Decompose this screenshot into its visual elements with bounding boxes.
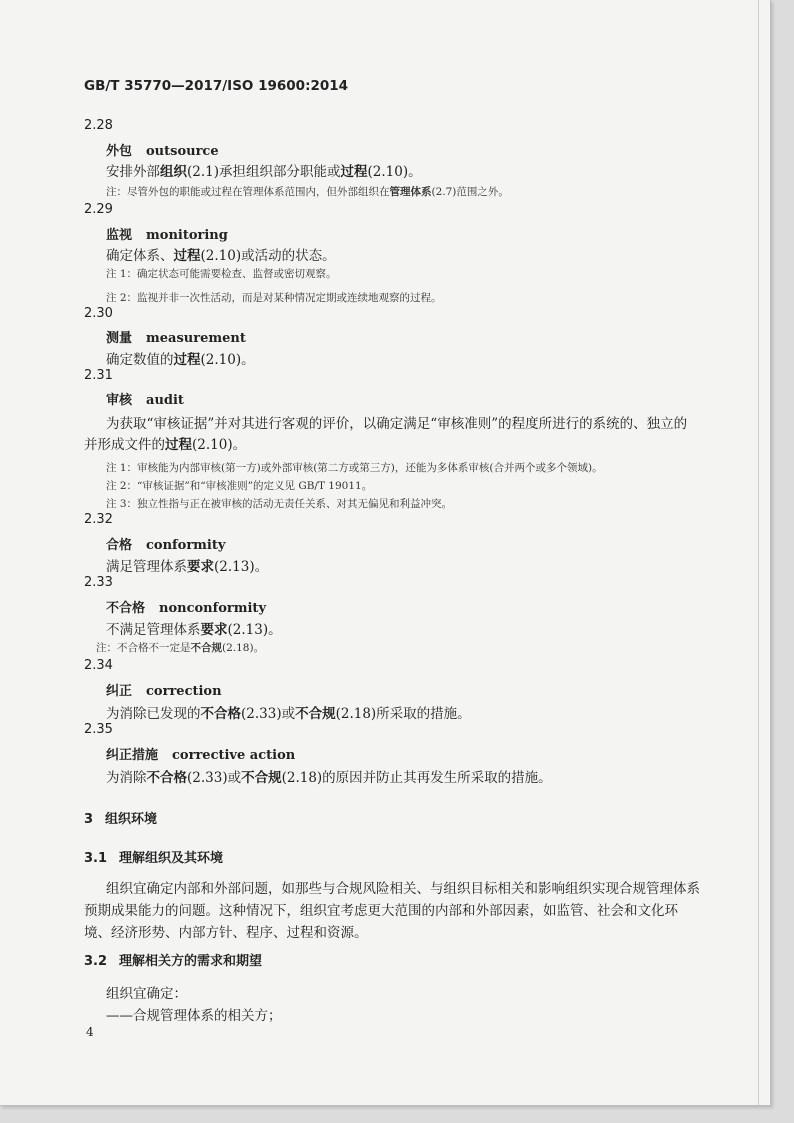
definition-2-33: 不满足管理体系要求(2.13)。 [106, 622, 282, 638]
section-3-2-heading: 3.2 理解相关方的需求和期望 [84, 954, 263, 969]
definition-2-34: 为消除已发现的不合格(2.33)或不合规(2.18)所采取的措施。 [106, 706, 471, 722]
note-2-31-1: 注 1：审核能为内部审核(第一方)或外部审核(第二方或第三方)，还能为多体系审核(合并两个或多个领域)。 [106, 462, 603, 474]
section-3-2-item-1: ——合规管理体系的相关方； [106, 1008, 282, 1024]
clause-number-2-28: 2.28 [84, 118, 113, 133]
term-2-31: 审核 audit [106, 393, 184, 408]
note-2-29-2: 注 2：监视并非一次性活动，而是对某种情况定期或连续地观察的过程。 [106, 292, 442, 304]
clause-number-2-29: 2.29 [84, 202, 113, 217]
note-2-28: 注：尽管外包的职能或过程在管理体系范围内，但外部组织在管理体系(2.7)范围之外。 [106, 186, 509, 198]
definition-2-35: 为消除不合格(2.33)或不合规(2.18)的原因并防止其再发生所采取的措施。 [106, 770, 552, 786]
clause-number-2-34: 2.34 [84, 658, 113, 673]
definition-2-29: 确定体系、过程(2.10)或活动的状态。 [106, 248, 336, 264]
section-3-heading: 3 组织环境 [84, 812, 158, 827]
page-edge-shadow [758, 0, 759, 1105]
note-2-31-3: 注 3：独立性指与正在被审核的活动无责任关系、对其无偏见和利益冲突。 [106, 498, 453, 510]
page-number: 4 [86, 1025, 94, 1039]
note-2-33: 注：不合格不一定是不合规(2.18)。 [96, 642, 265, 654]
term-2-35: 纠正措施 corrective action [106, 748, 296, 763]
definition-2-31-line-1: 为获取“审核证据”并对其进行客观的评价，以确定满足“审核准则”的程度所进行的系统的、独立的 [106, 416, 688, 432]
section-3-1-body: 组织宜确定内部和外部问题，如那些与合规风险相关、与组织目标相关和影响组织实现合规管理体系预期成果能力的问题。这种情况下，组织宜考虑更大范围的内部和外部因素，如监管、社会和文化环境、经济形势、内部方针、程序、过程和资源。 [84, 881, 700, 941]
term-2-34: 纠正 correction [106, 684, 222, 699]
document-header: GB/T 35770—2017/ISO 19600:2014 [84, 78, 349, 94]
definition-2-30: 确定数值的过程(2.10)。 [106, 352, 255, 368]
definition-2-28: 安排外部组织(2.1)承担组织部分职能或过程(2.10)。 [106, 164, 422, 180]
clause-number-2-35: 2.35 [84, 722, 113, 737]
section-3-2-intro: 组织宜确定： [106, 986, 187, 1002]
clause-number-2-33: 2.33 [84, 575, 113, 590]
term-2-30: 测量 measurement [106, 331, 246, 346]
section-3-1-heading: 3.1 理解组织及其环境 [84, 851, 224, 866]
term-2-28: 外包 outsource [106, 144, 219, 159]
term-2-29: 监视 monitoring [106, 228, 228, 243]
note-2-31-2: 注 2：“审核证据”和“审核准则”的定义见 GB/T 19011。 [106, 480, 373, 492]
note-2-29-1: 注 1：确定状态可能需要检查、监督或密切观察。 [106, 268, 337, 280]
definition-2-32: 满足管理体系要求(2.13)。 [106, 559, 269, 575]
term-2-32: 合格 conformity [106, 538, 226, 553]
clause-number-2-30: 2.30 [84, 306, 113, 321]
definition-2-31-line-2: 并形成文件的过程(2.10)。 [84, 437, 247, 453]
term-2-33: 不合格 nonconformity [106, 601, 266, 616]
clause-number-2-31: 2.31 [84, 368, 113, 383]
clause-number-2-32: 2.32 [84, 512, 113, 527]
